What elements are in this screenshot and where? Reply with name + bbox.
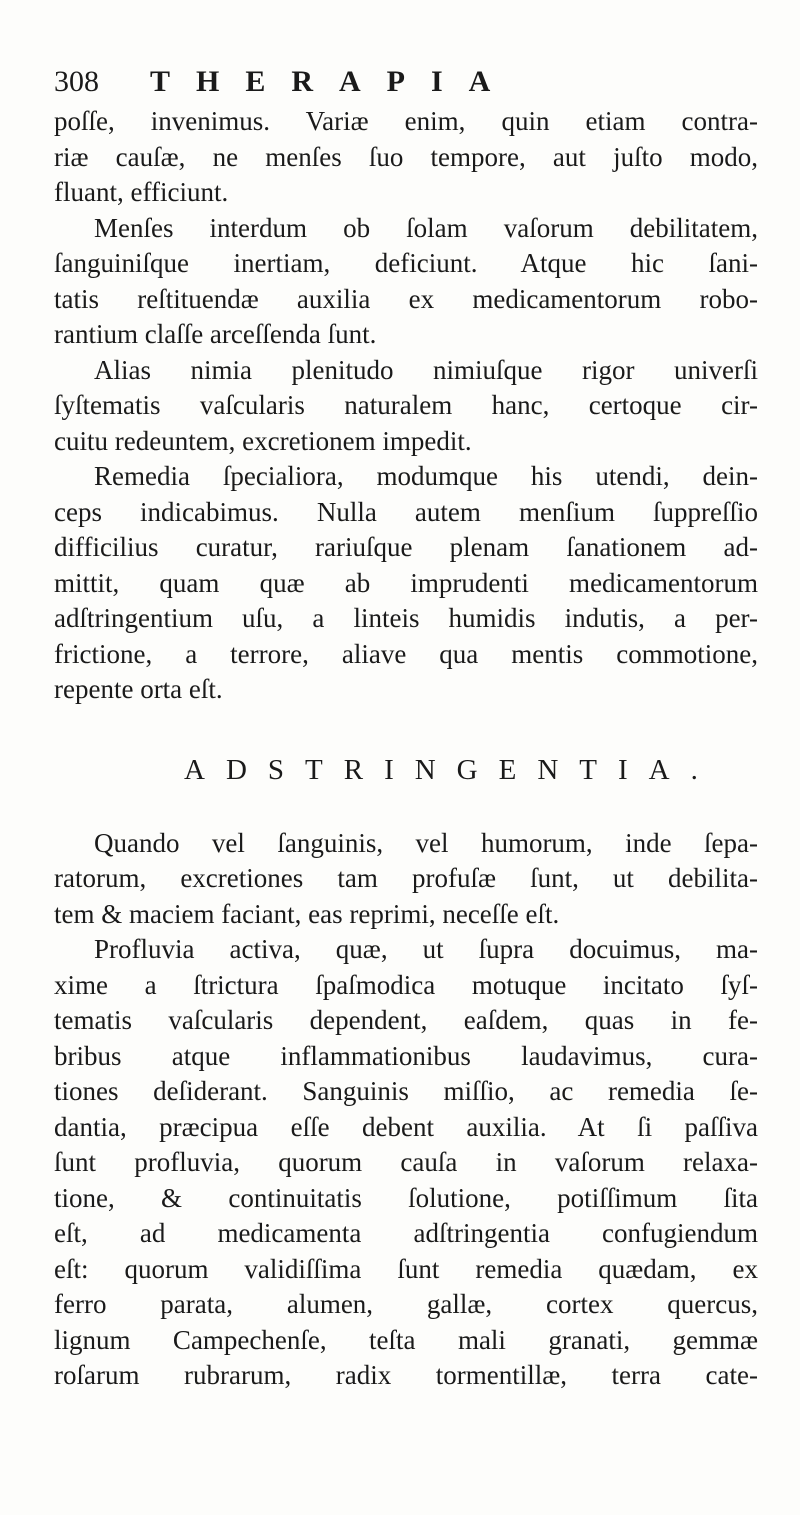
running-head bbox=[54, 62, 754, 102]
text-line: frictione, a terrore, aliave qua mentis commotione, bbox=[54, 638, 758, 669]
paragraph-quando bbox=[54, 826, 758, 933]
text-line: roſarum rubrarum, radix tormentillæ, terra cate- bbox=[54, 1360, 758, 1390]
running-title: THERAPIA bbox=[150, 65, 517, 98]
text-line: eſt: quorum validiſſima ſunt remedia quædam, ex bbox=[54, 1253, 758, 1284]
text-line: fluant, efficiunt. bbox=[54, 177, 229, 207]
page-number: 308 bbox=[54, 65, 99, 98]
text-line: poſſe, invenimus. Variæ enim, quin etiam contra- bbox=[54, 106, 758, 136]
text-line: dantia, præcipua eſſe debent auxilia. At ſi paſſiva bbox=[54, 1111, 758, 1142]
text-line: xime a ſtrictura ſpaſmodica motuque incitato ſyſ- bbox=[54, 969, 758, 1000]
text-line: tem & maciem faciant, eas reprimi, neceſſe eſt. bbox=[54, 898, 560, 929]
text-line: mittit, quam quæ ab imprudenti medicamentorum bbox=[54, 567, 758, 598]
section-heading: ADSTRINGENTIA. bbox=[184, 753, 719, 786]
text-line: repente orta eſt. bbox=[54, 674, 223, 704]
text-line: Menſes interdum ob ſolam vaſorum debilitatem, bbox=[94, 212, 758, 243]
text-line: riæ cauſæ, ne menſes ſuo tempore, aut juſto modo, bbox=[54, 141, 758, 172]
text-line: adſtringentium uſu, a linteis humidis indutis, a per- bbox=[54, 603, 758, 633]
text-line: ſanguiniſque inertiam, deficiunt. Atque hic ſani- bbox=[54, 248, 758, 278]
text-line: Alias nimia plenitudo nimiuſque rigor univerſi bbox=[94, 354, 758, 385]
text-line: cuitu redeuntem, excretionem impedit. bbox=[54, 425, 472, 456]
text-line: ratorum, excretiones tam profuſæ ſunt, ut debilita- bbox=[54, 863, 758, 893]
text-line: tatis reſtituendæ auxilia ex medicamentorum robo- bbox=[54, 283, 758, 314]
text-line: lignum Campechenſe, teſta mali granati, gemmæ bbox=[54, 1324, 758, 1355]
text-line: ferro parata, alumen, gallæ, cortex quercus, bbox=[54, 1289, 758, 1319]
text-line: bribus atque inflammationibus laudavimus, cura- bbox=[54, 1040, 758, 1071]
paragraph-menses-debility bbox=[54, 211, 758, 353]
text-line: difficilius curatur, rariuſque plenam ſanationem ad- bbox=[54, 532, 758, 562]
text-line: tematis vaſcularis dependent, eaſdem, quas in fe- bbox=[54, 1005, 758, 1035]
text-line: ſunt profluvia, quorum cauſa in vaſorum relaxa- bbox=[54, 1147, 758, 1177]
text-line: ceps indicabimus. Nulla autem menſium ſuppreſſio bbox=[54, 496, 758, 527]
text-line: Profluvia activa, quæ, ut ſupra docuimus, ma- bbox=[94, 934, 758, 964]
text-line: tione, & continuitatis ſolutione, potiſſimum ſita bbox=[54, 1182, 758, 1213]
text-line: Remedia ſpecialiora, modumque his utendi, dein- bbox=[94, 461, 758, 491]
body-text bbox=[54, 104, 758, 1394]
paragraph-continuation bbox=[54, 104, 758, 211]
paragraph-profluvia bbox=[54, 932, 758, 1394]
paragraph-remedia bbox=[54, 459, 758, 708]
paragraph-plenitude bbox=[54, 353, 758, 460]
text-line: Quando vel ſanguinis, vel humorum, inde ſepa- bbox=[94, 827, 758, 858]
text-line: eſt, ad medicamenta adſtringentia confugiendum bbox=[54, 1218, 758, 1248]
text-line: ſyſtematis vaſcularis naturalem hanc, certoque cir- bbox=[54, 390, 758, 420]
text-line: tiones deſiderant. Sanguinis miſſio, ac remedia ſe- bbox=[54, 1076, 758, 1106]
text-line: rantium claſſe arceſſenda ſunt. bbox=[54, 319, 377, 349]
